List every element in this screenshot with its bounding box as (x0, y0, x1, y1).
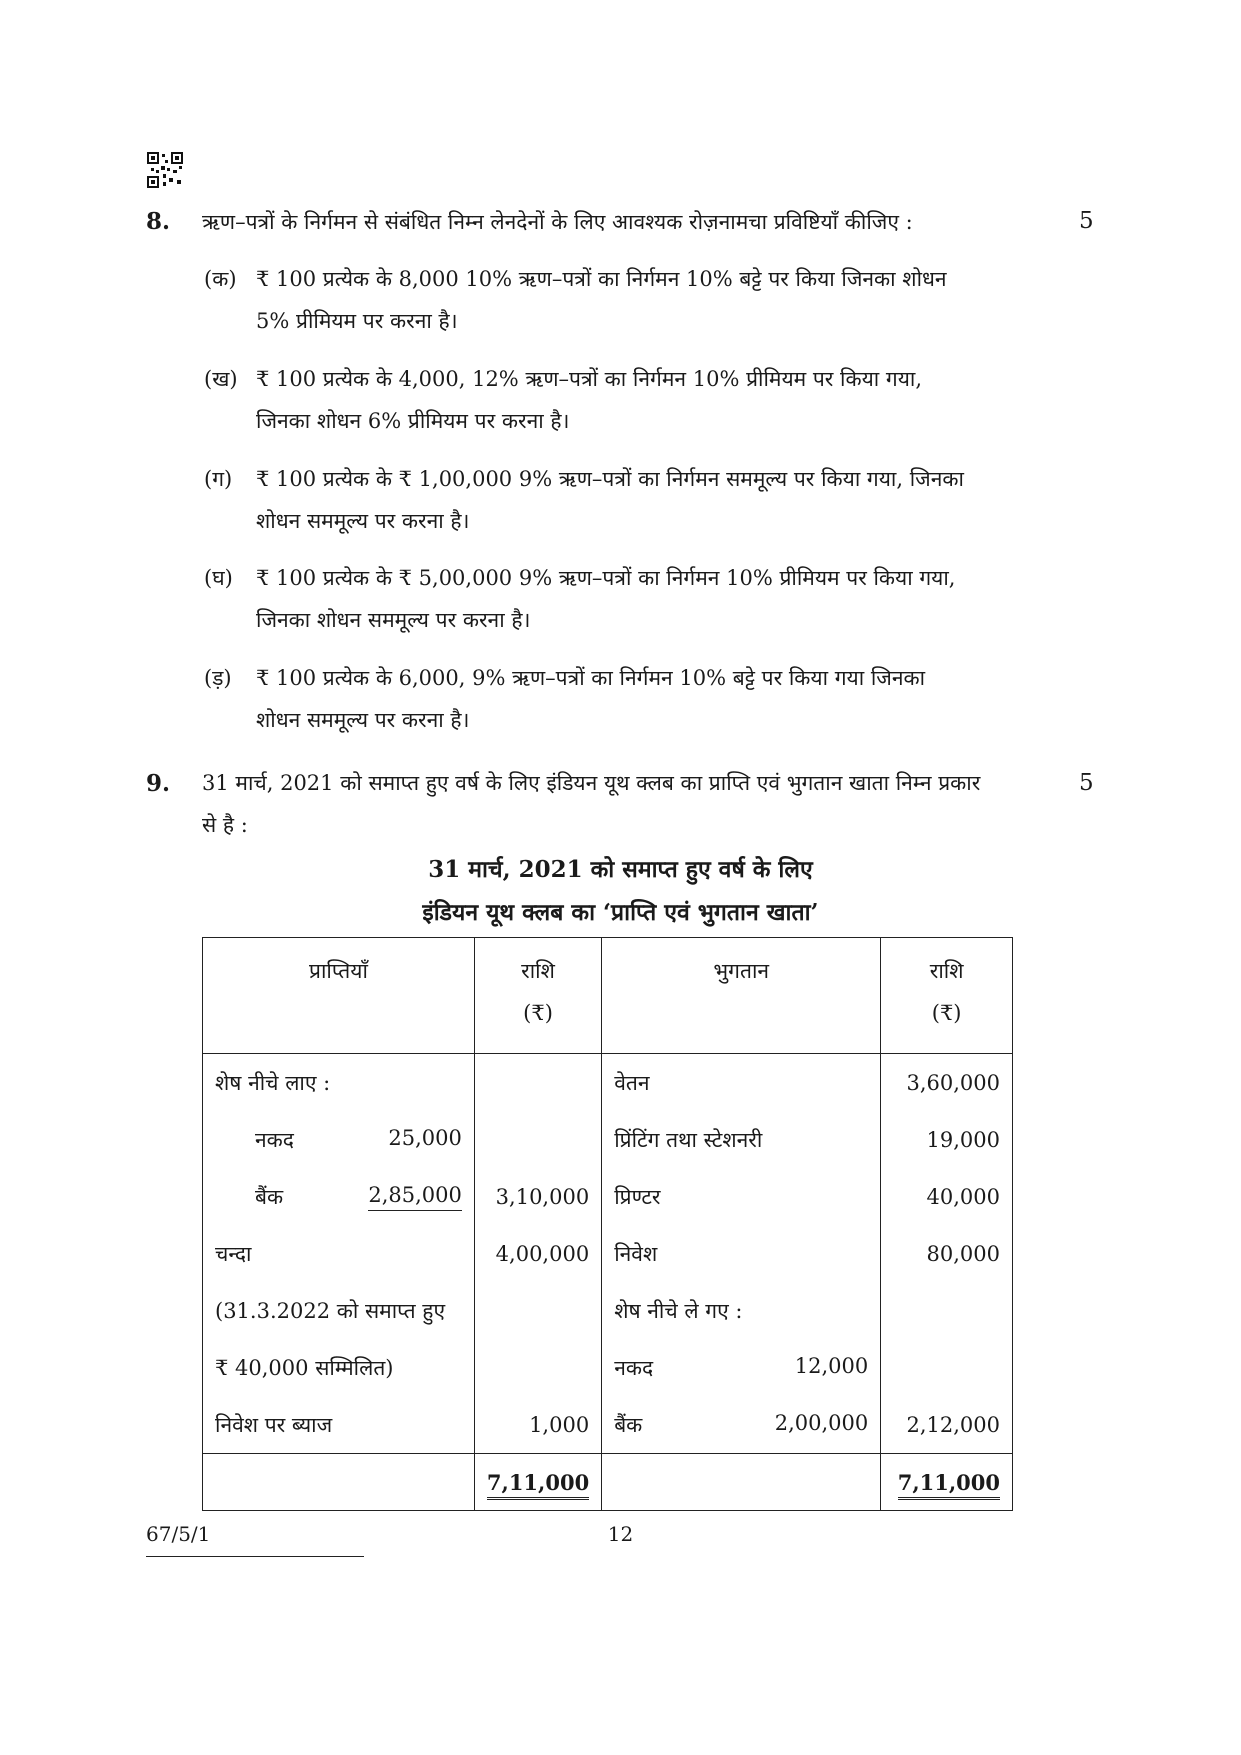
part-label: (ड़) (204, 666, 232, 690)
table-row (203, 1168, 1013, 1225)
question-8-part-ga (204, 458, 1054, 542)
question-8-text: ऋण–पत्रों के निर्गमन से संबंधित निम्न लेनदेनों के लिए आवश्यक रोज़नामचा प्रविष्टियाँ कीजिए : (202, 210, 913, 234)
total-right: 7,11,000 (881, 1454, 1013, 1511)
table-row (203, 1111, 1013, 1168)
part-label: (ग) (204, 467, 233, 491)
footer-divider (146, 1556, 364, 1557)
cell (881, 1282, 1013, 1339)
part-line-continued: शोधन सममूल्य पर करना है। (256, 509, 470, 533)
account-title-line1: 31 मार्च, 2021 को समाप्त हुए वर्ष के लिए (428, 856, 813, 883)
question-8-marks: 5 (1079, 208, 1094, 234)
cell: वेतन (602, 1054, 881, 1112)
question-9-text (202, 762, 1042, 846)
header-receipts: प्राप्तियाँ (203, 938, 475, 1054)
cell: 3,60,000 (881, 1054, 1013, 1112)
part-label: (क) (204, 267, 237, 291)
cell: शेष नीचे लाए : (203, 1054, 475, 1112)
question-9-line2: से है : (202, 813, 248, 837)
part-line-continued: जिनका शोधन सममूल्य पर करना है। (256, 608, 531, 632)
part-line: ₹ 100 प्रत्येक के ₹ 5,00,000 9% ऋण–पत्रों का निर्गमन 10% प्रीमियम पर किया गया, (256, 566, 956, 590)
cell: 40,000 (881, 1168, 1013, 1225)
cell (881, 1339, 1013, 1396)
part-label: (ख) (204, 367, 238, 391)
page-number: 12 (607, 1522, 634, 1546)
cell: नकद 12,000 (602, 1339, 881, 1396)
cell: 3,10,000 (474, 1168, 601, 1225)
header-amount-left: राशि (₹) (474, 938, 601, 1054)
cell: (31.3.2022 को समाप्त हुए (203, 1282, 475, 1339)
part-label: (घ) (204, 566, 233, 590)
account-title-line2: इंडियन यूथ क्लब का ‘प्राप्ति एवं भुगतान खाता’ (422, 899, 819, 926)
cell: ₹ 40,000 सम्मिलित) (203, 1339, 475, 1396)
table-row (203, 1339, 1013, 1396)
receipts-payments-table (202, 937, 1013, 1511)
cell: निवेश पर ब्याज (203, 1396, 475, 1454)
cell: बैंक 2,00,000 (602, 1396, 881, 1454)
table-total-row (203, 1454, 1013, 1511)
cell (474, 1054, 601, 1112)
question-8-part-kha (204, 358, 1054, 442)
table-header-row (203, 938, 1013, 1054)
part-line: ₹ 100 प्रत्येक के 8,000 10% ऋण–पत्रों का निर्गमन 10% बट्टे पर किया जिनका शोधन (256, 267, 947, 291)
header-amount-right: राशि (₹) (881, 938, 1013, 1054)
cell: प्रिंटिंग तथा स्टेशनरी (602, 1111, 881, 1168)
question-8-number: 8. (146, 208, 171, 235)
header-payments: भुगतान (602, 938, 881, 1054)
question-8-part-da (204, 657, 1054, 741)
cell (602, 1454, 881, 1511)
question-9-marks: 5 (1079, 770, 1094, 796)
question-9-number: 9. (146, 770, 171, 797)
cell: चन्दा (203, 1225, 475, 1282)
question-9-line1: 31 मार्च, 2021 को समाप्त हुए वर्ष के लिए इंडियन यूथ क्लब का प्राप्ति एवं भुगतान खाता निम्न प्रकार (202, 771, 981, 795)
paper-code: 67/5/1 (146, 1522, 211, 1546)
table-row (203, 1282, 1013, 1339)
total-left: 7,11,000 (474, 1454, 601, 1511)
cell (203, 1454, 475, 1511)
cell: 4,00,000 (474, 1225, 601, 1282)
cell: 19,000 (881, 1111, 1013, 1168)
question-8-part-gha (204, 557, 1054, 641)
cell: नकद 25,000 (203, 1111, 475, 1168)
part-line-continued: शोधन सममूल्य पर करना है। (256, 708, 470, 732)
table-row (203, 1225, 1013, 1282)
part-line: ₹ 100 प्रत्येक के ₹ 1,00,000 9% ऋण–पत्रों का निर्गमन सममूल्य पर किया गया, जिनका (256, 467, 964, 491)
table-row (203, 1054, 1013, 1112)
part-line-continued: 5% प्रीमियम पर करना है। (256, 309, 458, 333)
cell (474, 1282, 601, 1339)
cell: प्रिण्टर (602, 1168, 881, 1225)
cell: बैंक 2,85,000 (203, 1168, 475, 1225)
table-row (203, 1396, 1013, 1454)
cell: निवेश (602, 1225, 881, 1282)
part-line: ₹ 100 प्रत्येक के 6,000, 9% ऋण–पत्रों का निर्गमन 10% बट्टे पर किया गया जिनका (256, 666, 926, 690)
cell (474, 1111, 601, 1168)
cell: 2,12,000 (881, 1396, 1013, 1454)
cell: 80,000 (881, 1225, 1013, 1282)
qr-code-icon (147, 152, 183, 188)
cell: शेष नीचे ले गए : (602, 1282, 881, 1339)
cell: 1,000 (474, 1396, 601, 1454)
cell (474, 1339, 601, 1396)
part-line-continued: जिनका शोधन 6% प्रीमियम पर करना है। (256, 409, 570, 433)
question-8-part-ka (204, 258, 1054, 342)
part-line: ₹ 100 प्रत्येक के 4,000, 12% ऋण–पत्रों का निर्गमन 10% प्रीमियम पर किया गया, (256, 367, 923, 391)
